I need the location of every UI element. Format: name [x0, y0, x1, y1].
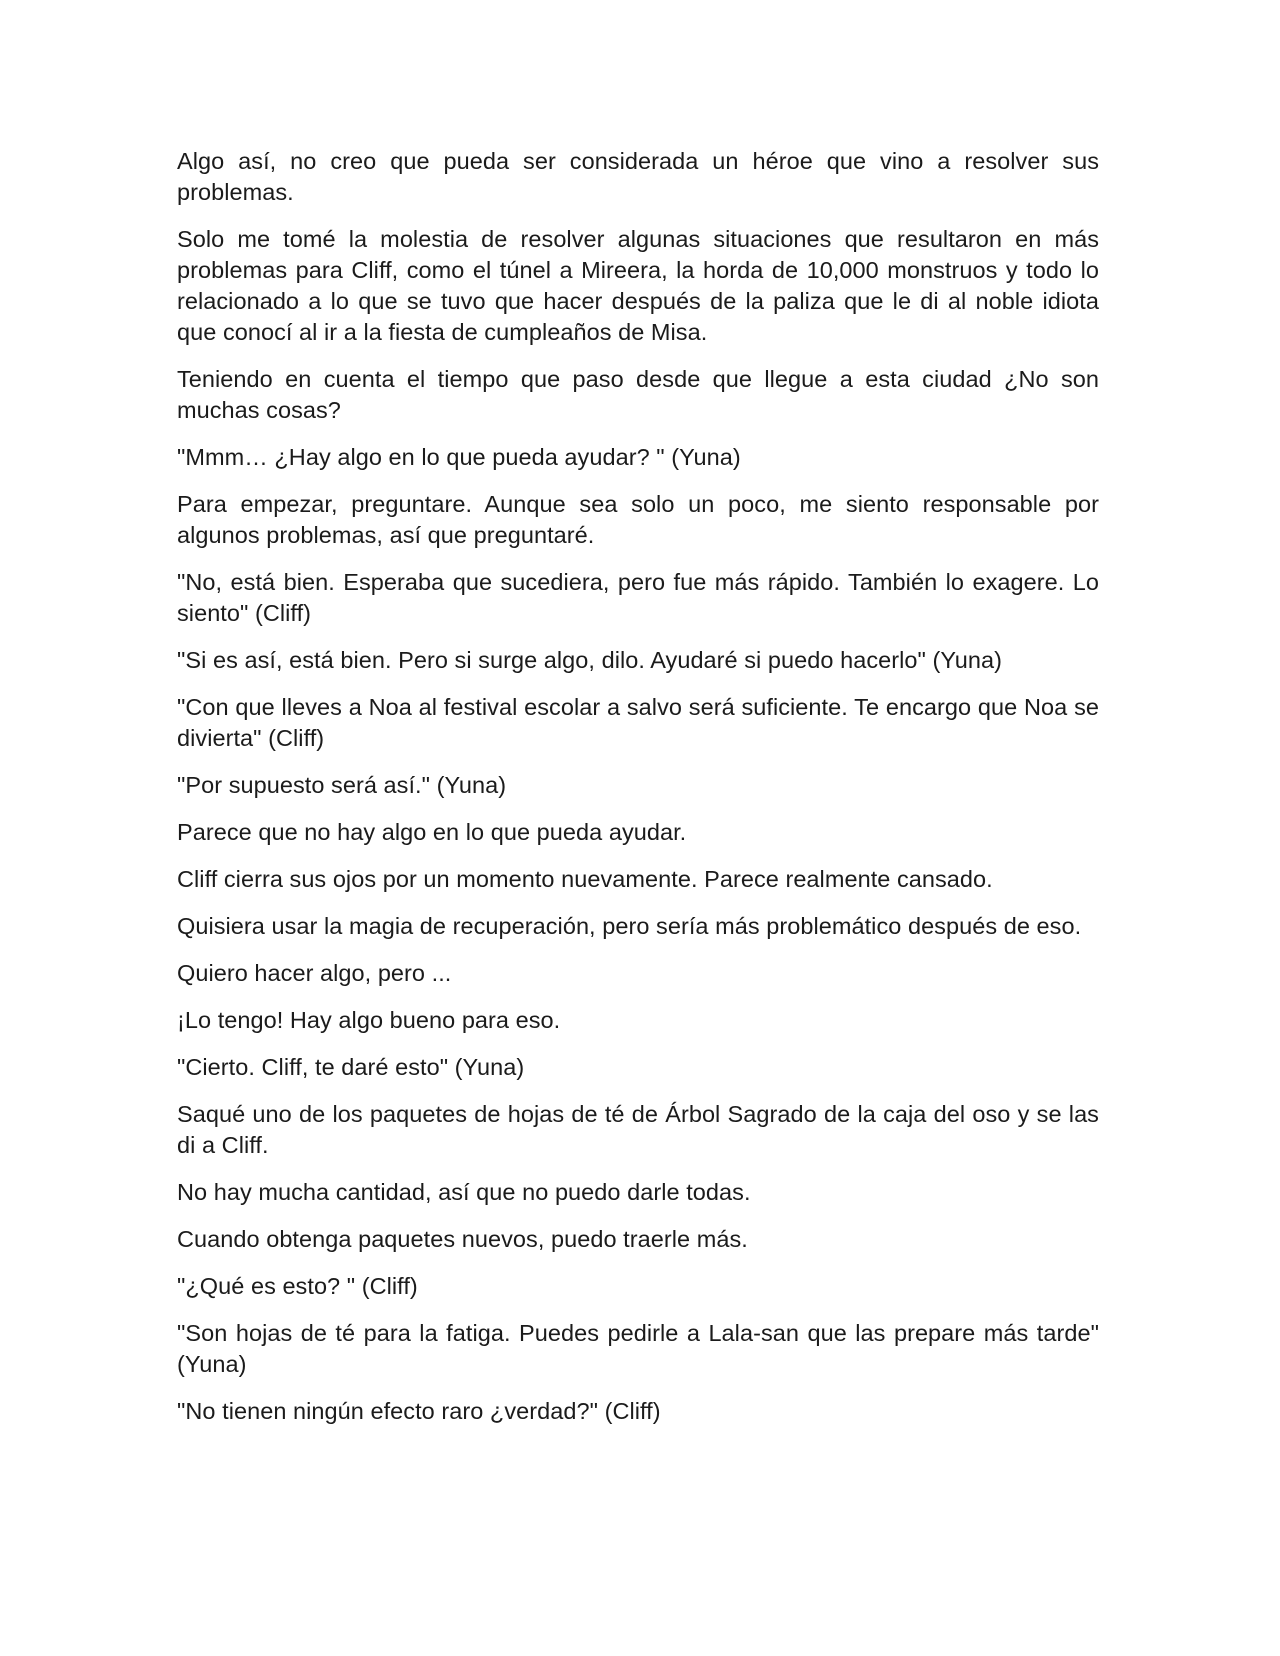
paragraph: "¿Qué es esto? " (Cliff): [177, 1273, 418, 1299]
paragraph: Saqué uno de los paquetes de hojas de té de Árbol Sagrado de la caja del oso y se las di a Cliff.: [177, 1101, 1099, 1158]
paragraph: "Mmm… ¿Hay algo en lo que pueda ayudar? " (Yuna): [177, 444, 741, 470]
paragraph: Parece que no hay algo en lo que pueda ayudar.: [177, 819, 687, 845]
paragraph: Cuando obtenga paquetes nuevos, puedo traerle más.: [177, 1226, 748, 1252]
paragraph: Quisiera usar la magia de recuperación, pero sería más problemático después de eso.: [177, 913, 1082, 939]
paragraph: Solo me tomé la molestia de resolver algunas situaciones que resultaron en más problemas para Cliff, como el túnel a Mireera, la horda de 10,000 monstruos y todo lo relacionado a lo que se tuvo que hacer después de la paliza que le di al noble idiota que conocí al ir a la fiesta de cumpleaños de Misa.: [177, 226, 1099, 345]
paragraph: "No tienen ningún efecto raro ¿verdad?" (Cliff): [177, 1398, 661, 1424]
document-body: [177, 146, 1099, 1443]
paragraph: "No, está bien. Esperaba que sucediera, pero fue más rápido. También lo exagere. Lo siento" (Cliff): [177, 569, 1099, 626]
paragraph: "Cierto. Cliff, te daré esto" (Yuna): [177, 1054, 525, 1080]
paragraph: Quiero hacer algo, pero ...: [177, 960, 452, 986]
paragraph: No hay mucha cantidad, así que no puedo darle todas.: [177, 1179, 751, 1205]
paragraph: "Con que lleves a Noa al festival escolar a salvo será suficiente. Te encargo que Noa se divierta" (Cliff): [177, 694, 1099, 751]
paragraph: ¡Lo tengo! Hay algo bueno para eso.: [177, 1007, 561, 1033]
paragraph: Teniendo en cuenta el tiempo que paso desde que llegue a esta ciudad ¿No son muchas cosas?: [177, 366, 1099, 423]
paragraph: Cliff cierra sus ojos por un momento nuevamente. Parece realmente cansado.: [177, 866, 993, 892]
paragraph: "Son hojas de té para la fatiga. Puedes pedirle a Lala-san que las prepare más tarde" (Yuna): [177, 1320, 1099, 1377]
paragraph: Para empezar, preguntare. Aunque sea solo un poco, me siento responsable por algunos problemas, así que preguntaré.: [177, 491, 1099, 548]
paragraph: "Por supuesto será así." (Yuna): [177, 772, 507, 798]
paragraph: "Si es así, está bien. Pero si surge algo, dilo. Ayudaré si puedo hacerlo" (Yuna): [177, 647, 1003, 673]
paragraph: Algo así, no creo que pueda ser considerada un héroe que vino a resolver sus problemas.: [177, 148, 1099, 205]
